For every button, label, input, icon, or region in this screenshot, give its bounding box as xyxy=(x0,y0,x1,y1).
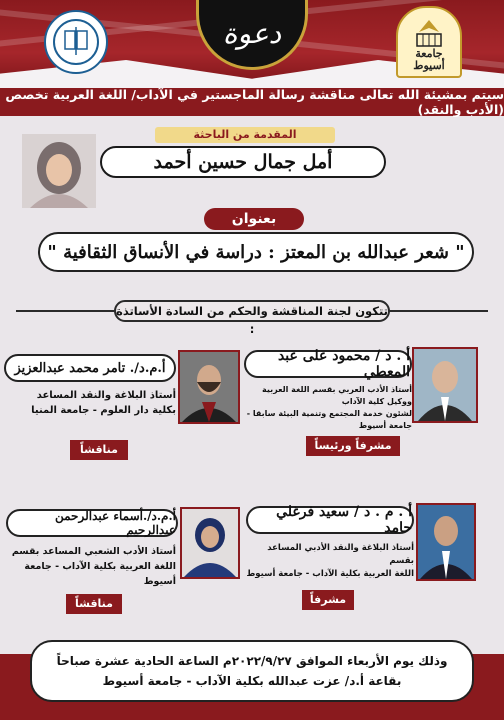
member-role: مشرفاً xyxy=(302,590,354,610)
member-photo xyxy=(178,350,240,424)
divider-line xyxy=(16,310,116,312)
presenter-name-bar xyxy=(100,146,386,178)
committee-label: تتكون لجنة المناقشة والحكم من السادة الأساتذة : xyxy=(114,300,390,322)
faculty-logo xyxy=(44,10,108,74)
university-emblem-icon xyxy=(409,18,449,48)
member-photo xyxy=(180,507,240,579)
member-photo xyxy=(416,503,476,581)
presenter-label: المقدمة من الباحثة xyxy=(155,127,335,143)
member-photo xyxy=(412,347,478,423)
member-name: أ.م.د/. تامر محمد عبدالعزيز xyxy=(14,360,166,376)
member-name-bar xyxy=(246,506,414,534)
member-name-bar xyxy=(4,354,176,382)
member-desc-line: أستاذ البلاغة والنقد المساعد xyxy=(36,390,176,401)
member-desc-line: اللغة العربية بكلية الآداب - جامعة أسيوط xyxy=(246,569,414,579)
divider-line xyxy=(388,310,488,312)
member-description xyxy=(244,384,412,432)
member-desc-line: بكلية دار العلوم - جامعة المنيا xyxy=(31,405,176,416)
headline: سيتم بمشيئة الله تعالى مناقشة رسالة الماجستير في الآداب/ اللغة العربية تخصص (الأدب والنقد) xyxy=(0,88,504,116)
faculty-emblem-icon xyxy=(51,17,101,67)
footer-date-line: وذلك يوم الأربعاء الموافق ٢٠٢٢/٩/٢٧م الساعة الحادية عشرة صباحاً xyxy=(56,654,448,668)
thesis-label: بعنوان xyxy=(204,208,304,230)
member-name-bar xyxy=(244,350,412,378)
member-desc-line: أستاذ الأدب الشعبي المساعد بقسم xyxy=(11,546,176,557)
thesis-title: " شعر عبدالله بن المعتز : دراسة في الأنساق الثقافية " xyxy=(47,241,465,263)
member-name: أ . د / محمود على عبد المعطي xyxy=(277,348,410,380)
member-description xyxy=(8,388,176,418)
footer-venue-line: بقاعة أ.د/ عزت عبدالله بكلية الآداب - جامعة أسيوط xyxy=(102,674,402,688)
university-logo xyxy=(396,6,462,78)
member-name: أ . م . د / سعيد فرغلي حامد xyxy=(276,504,412,536)
member-desc-line: اللغة العربية بكلية الآداب - جامعة أسيوط xyxy=(24,561,176,587)
member-desc-line: أستاذ البلاغة والنقد الأدبي المساعد بقسم xyxy=(267,543,414,566)
member-desc-line: أستاذ الأدب العربي بقسم اللغة العربية ووكيل كلية الآداب xyxy=(261,385,412,406)
member-desc-line: لشئون خدمة المجتمع وتنمية البيئة سابقا - جامعة أسيوط xyxy=(246,409,412,430)
thesis-title-bar xyxy=(38,232,474,272)
member-role: مناقشاً xyxy=(70,440,128,460)
presenter-photo xyxy=(22,134,96,208)
invitation-badge-text: دعوة xyxy=(222,17,282,50)
university-logo-text: جامعة أسيوط xyxy=(413,47,445,72)
member-name-bar xyxy=(6,509,178,537)
presenter-name: أمل جمال حسين أحمد xyxy=(153,151,333,173)
member-role: مشرفاً ورئيساً xyxy=(306,436,400,456)
member-description xyxy=(246,542,414,581)
member-role: مناقشاً xyxy=(66,594,122,614)
member-description xyxy=(8,544,176,589)
member-name: أ.م.د/.أسماء عبدالرحمن عبدالرحيم xyxy=(54,509,176,537)
footer-box xyxy=(30,640,474,702)
